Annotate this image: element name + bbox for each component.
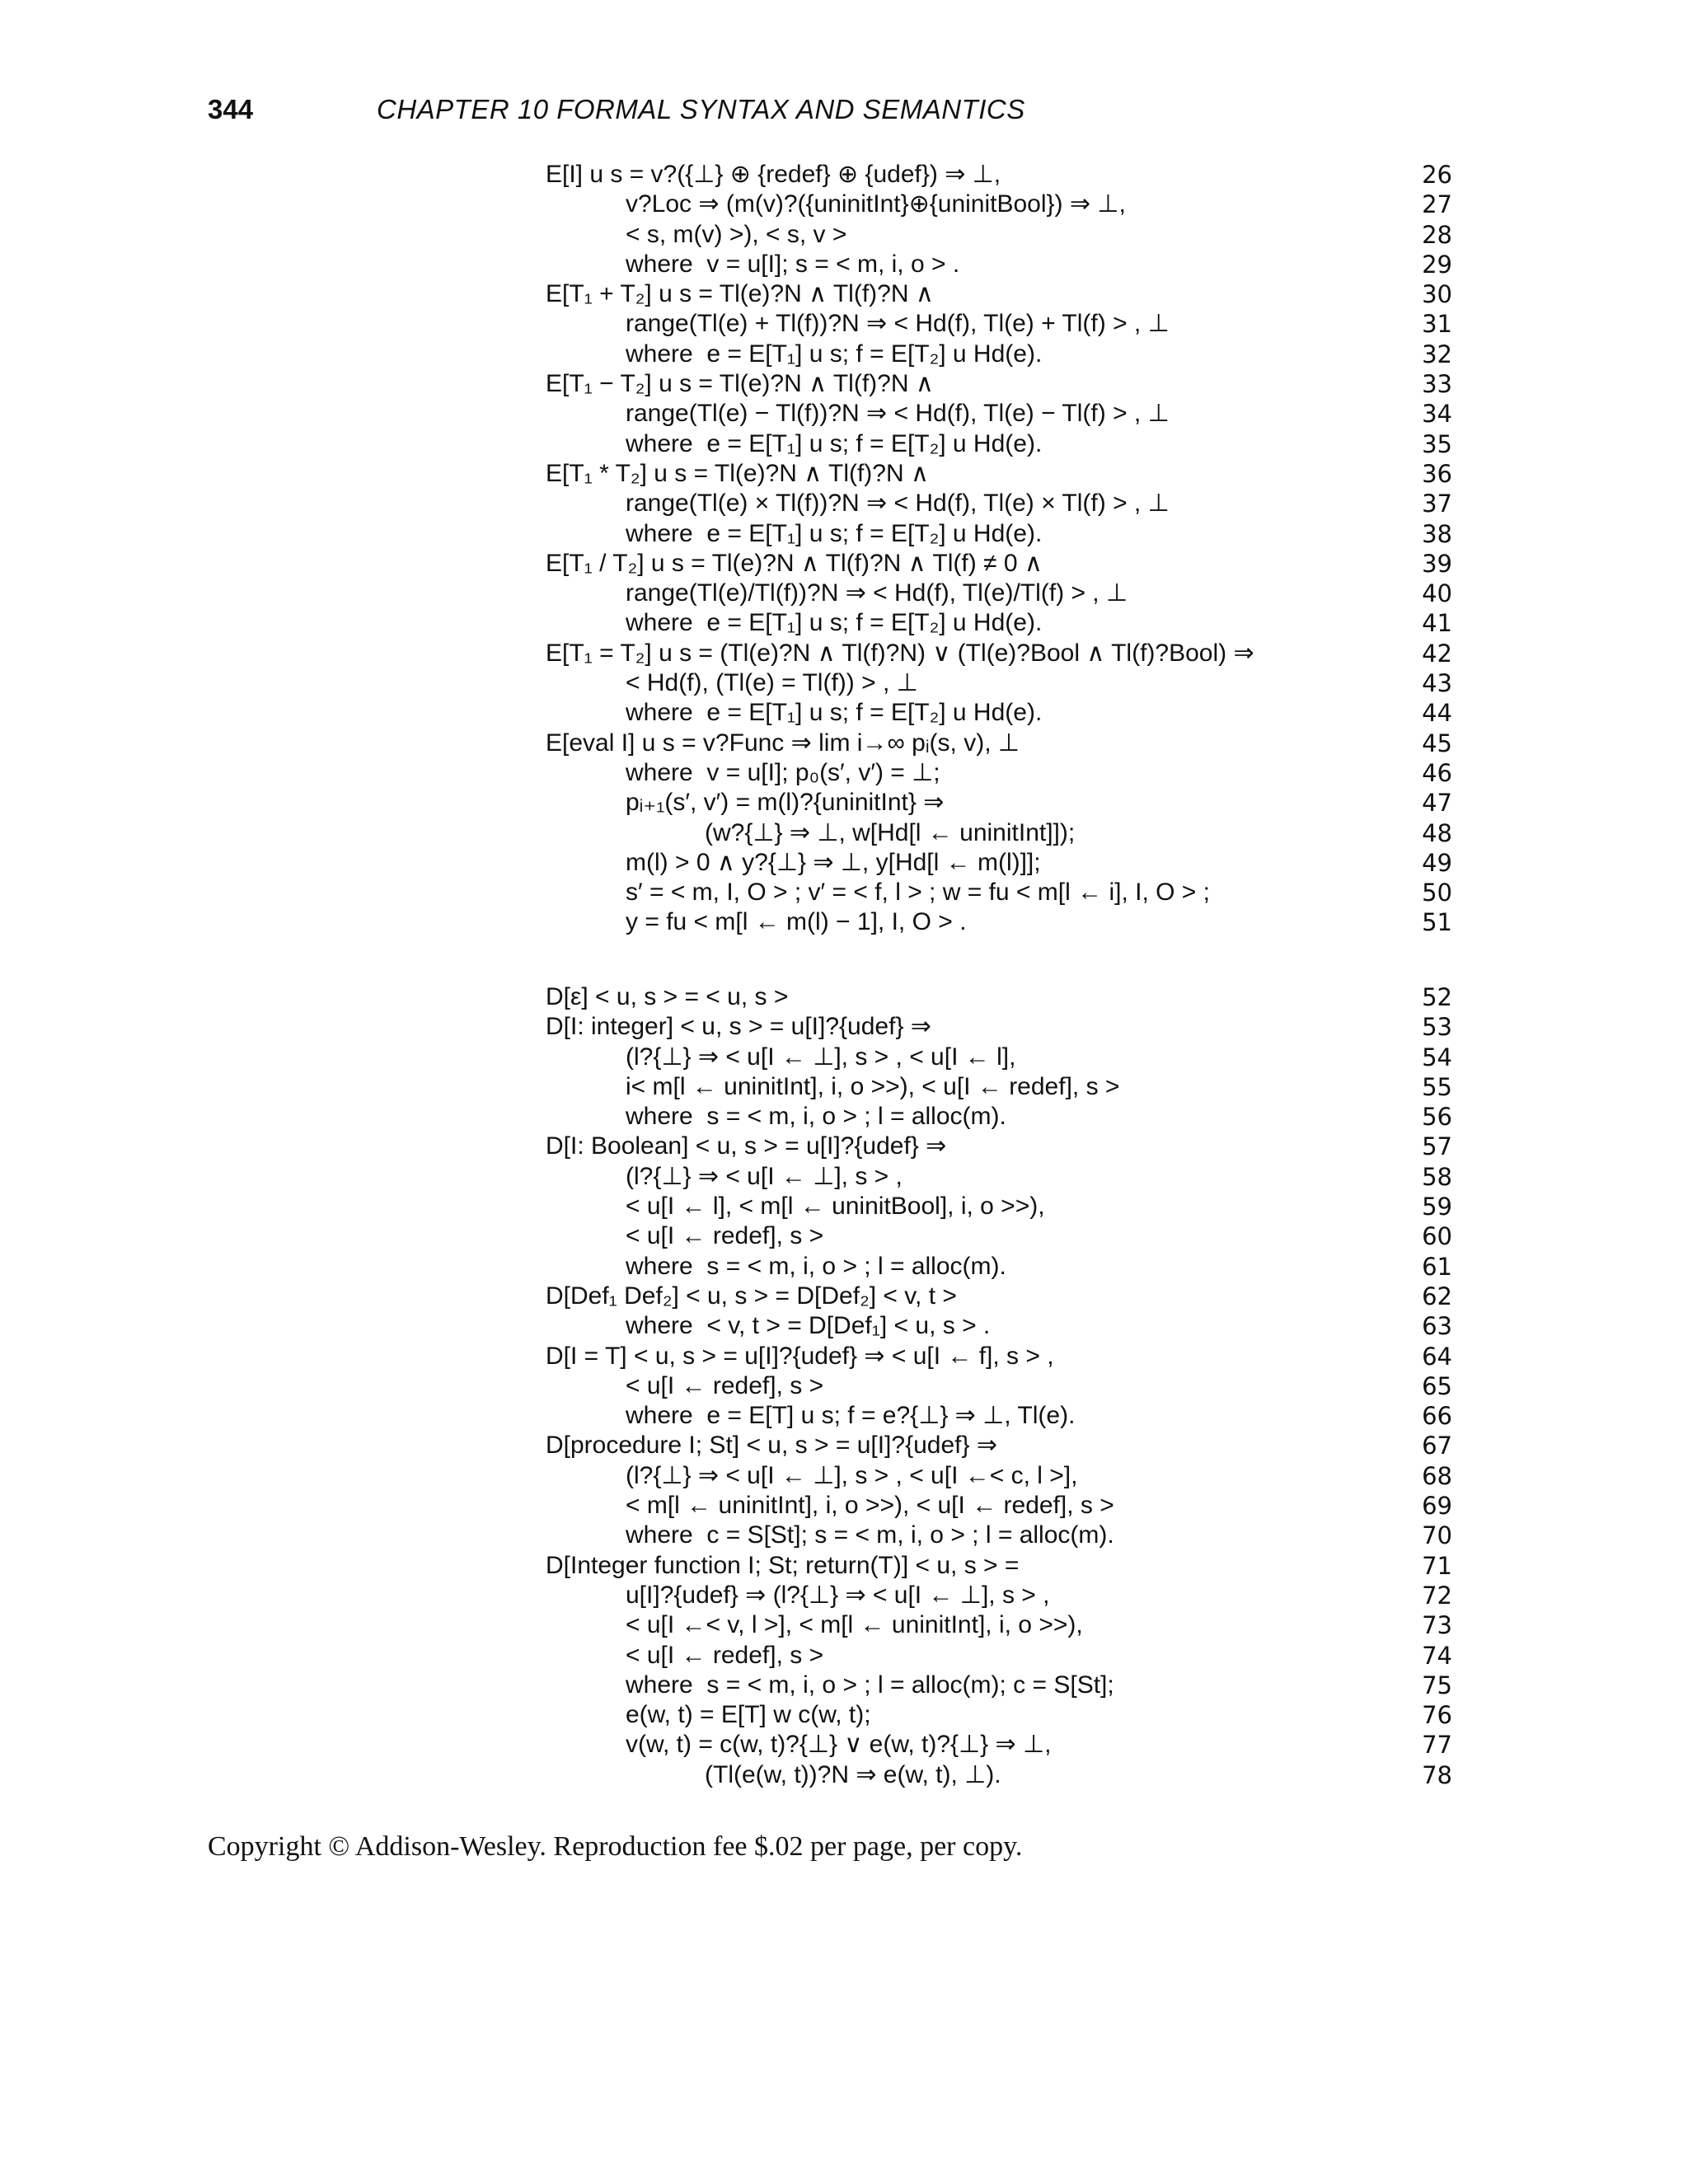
equation-text: D[Def₁ Def₂] < u, s > = D[Def₂] < v, t > <box>546 1282 957 1310</box>
line-number: 56 <box>1422 1103 1452 1132</box>
line-number: 73 <box>1422 1611 1452 1640</box>
copyright-footer: Copyright © Addison-Wesley. Reproduction fee $.02 per page, per copy. <box>208 1831 1023 1862</box>
equation-text: where s = < m, i, o > ; l = alloc(m). <box>626 1252 1006 1280</box>
line-number: 51 <box>1422 908 1452 937</box>
page-number: 344 <box>208 94 254 124</box>
equation-line <box>546 1043 1452 1072</box>
equation-line <box>546 309 1452 339</box>
equation-line <box>546 1521 1452 1550</box>
equation-text: where s = < m, i, o > ; l = alloc(m). <box>626 1103 1006 1131</box>
line-number: 77 <box>1422 1731 1452 1760</box>
equation-line <box>546 1610 1452 1640</box>
equation-line <box>546 459 1452 489</box>
line-number: 78 <box>1422 1760 1452 1789</box>
equation-text: range(Tl(e)/Tl(f))?N ⇒ < Hd(f), Tl(e)/Tl(f) > , ⊥ <box>626 579 1128 607</box>
equation-line <box>546 1730 1452 1760</box>
equation-line <box>546 429 1452 459</box>
line-number: 53 <box>1422 1013 1452 1042</box>
equation-text: (Tl(e(w, t))?N ⇒ e(w, t), ⊥). <box>705 1760 1001 1788</box>
equation-text: (l?{⊥} ⇒ < u[I ← ⊥], s > , < u[I ← l], <box>626 1043 1016 1071</box>
equation-line <box>546 1162 1452 1192</box>
line-number: 41 <box>1422 609 1452 638</box>
equation-text: < u[I ← redef], s > <box>626 1371 824 1399</box>
equation-line <box>546 1311 1452 1341</box>
expression-semantics-block <box>546 160 1452 938</box>
equation-line <box>546 1431 1452 1460</box>
line-number: 47 <box>1422 789 1452 818</box>
equation-line <box>546 220 1452 250</box>
line-number: 54 <box>1422 1043 1452 1071</box>
equation-line <box>546 579 1452 608</box>
equation-line <box>546 848 1452 878</box>
equation-text: where e = E[T₁] u s; f = E[T₂] u Hd(e). <box>626 340 1043 368</box>
equation-line <box>546 1491 1452 1521</box>
line-number: 69 <box>1422 1492 1452 1521</box>
line-number: 35 <box>1422 429 1452 458</box>
equation-text: i< m[l ← uninitInt], i, o >>), < u[I ← redef], s > <box>626 1072 1120 1100</box>
line-number: 50 <box>1422 879 1452 907</box>
equation-text: where < v, t > = D[Def₁] < u, s > . <box>626 1312 991 1340</box>
equation-line <box>546 639 1452 668</box>
equation-text: range(Tl(e) − Tl(f))?N ⇒ < Hd(f), Tl(e) − Tl(f) > , ⊥ <box>626 400 1170 428</box>
equation-line <box>546 698 1452 728</box>
equation-line <box>546 1012 1452 1042</box>
line-number: 70 <box>1422 1521 1452 1550</box>
line-number: 55 <box>1422 1072 1452 1101</box>
equation-line <box>546 1221 1452 1251</box>
equation-text: range(Tl(e) × Tl(f))?N ⇒ < Hd(f), Tl(e) × Tl(f) > , ⊥ <box>626 490 1170 518</box>
line-number: 30 <box>1422 280 1452 309</box>
equation-line <box>546 190 1452 219</box>
equation-line <box>546 340 1452 369</box>
equation-line <box>546 549 1452 579</box>
line-number: 39 <box>1422 549 1452 578</box>
line-number: 26 <box>1422 161 1452 189</box>
equation-text: where e = E[T₁] u s; f = E[T₂] u Hd(e). <box>626 429 1043 457</box>
equation-line <box>546 1132 1452 1161</box>
equation-line <box>546 729 1452 758</box>
equation-line <box>546 1581 1452 1610</box>
equation-line <box>546 160 1452 190</box>
equation-line <box>546 1342 1452 1371</box>
equation-line <box>546 1551 1452 1581</box>
line-number: 57 <box>1422 1132 1452 1161</box>
equation-line <box>546 818 1452 848</box>
equation-line <box>546 982 1452 1012</box>
equation-text: < u[I ← redef], s > <box>626 1222 824 1250</box>
equation-text: where v = u[I]; p₀(s′, v′) = ⊥; <box>626 758 940 786</box>
equation-text: range(Tl(e) + Tl(f))?N ⇒ < Hd(f), Tl(e) + Tl(f) > , ⊥ <box>626 310 1170 338</box>
equation-text: where v = u[I]; s = < m, i, o > . <box>626 250 960 278</box>
equation-line <box>546 1252 1452 1282</box>
line-number: 65 <box>1422 1371 1452 1400</box>
line-number: 28 <box>1422 220 1452 249</box>
equation-text: u[I]?{udef} ⇒ (l?{⊥} ⇒ < u[I ← ⊥], s > , <box>626 1581 1050 1609</box>
declaration-semantics-block <box>546 982 1452 1790</box>
equation-text: < m[l ← uninitInt], i, o >>), < u[I ← redef], s > <box>626 1492 1114 1520</box>
equation-text: where e = E[T₁] u s; f = E[T₂] u Hd(e). <box>626 609 1043 637</box>
line-number: 36 <box>1422 459 1452 488</box>
equation-line <box>546 250 1452 279</box>
line-number: 74 <box>1422 1641 1452 1670</box>
line-number: 34 <box>1422 400 1452 429</box>
equation-line <box>546 1760 1452 1790</box>
line-number: 49 <box>1422 848 1452 877</box>
equation-text: E[T₁ + T₂] u s = Tl(e)?N ∧ Tl(f)?N ∧ <box>546 280 934 308</box>
equation-line <box>546 369 1452 399</box>
equation-line <box>546 399 1452 429</box>
equation-line <box>546 1072 1452 1102</box>
equation-text: where s = < m, i, o > ; l = alloc(m); c = S[St]; <box>626 1671 1114 1699</box>
line-number: 27 <box>1422 190 1452 219</box>
equation-text: D[procedure I; St] < u, s > = u[I]?{udef} ⇒ <box>546 1432 997 1460</box>
line-number: 33 <box>1422 370 1452 399</box>
equation-line <box>546 489 1452 518</box>
equation-line <box>546 1461 1452 1491</box>
line-number: 67 <box>1422 1432 1452 1460</box>
equation-text: E[eval I] u s = v?Func ⇒ lim i→∞ pᵢ(s, v), ⊥ <box>546 729 1020 757</box>
line-number: 37 <box>1422 490 1452 518</box>
line-number: 32 <box>1422 340 1452 368</box>
line-number: 52 <box>1422 983 1452 1011</box>
equation-text: D[I = T] < u, s > = u[I]?{udef} ⇒ < u[I ← f], s > , <box>546 1342 1054 1370</box>
line-number: 45 <box>1422 729 1452 757</box>
line-number: 68 <box>1422 1461 1452 1490</box>
equation-text: < Hd(f), (Tl(e) = Tl(f)) > , ⊥ <box>626 669 918 697</box>
equation-line <box>546 1700 1452 1730</box>
equation-line <box>546 1192 1452 1221</box>
equation-text: v?Loc ⇒ (m(v)?({uninitInt}⊕{uninitBool}) ⇒ ⊥, <box>626 190 1126 218</box>
line-number: 31 <box>1422 310 1452 339</box>
equation-line <box>546 1641 1452 1671</box>
line-number: 60 <box>1422 1222 1452 1251</box>
line-number: 48 <box>1422 818 1452 847</box>
equation-line <box>546 279 1452 309</box>
equation-text: D[I: integer] < u, s > = u[I]?{udef} ⇒ <box>546 1013 931 1041</box>
line-number: 61 <box>1422 1252 1452 1281</box>
line-number: 64 <box>1422 1342 1452 1371</box>
equation-line <box>546 1371 1452 1401</box>
equation-text: E[T₁ / T₂] u s = Tl(e)?N ∧ Tl(f)?N ∧ Tl(f) ≠ 0 ∧ <box>546 549 1043 577</box>
line-number: 43 <box>1422 669 1452 698</box>
equation-text: v(w, t) = c(w, t)?{⊥} ∨ e(w, t)?{⊥} ⇒ ⊥, <box>626 1731 1052 1759</box>
equation-text: E[I] u s = v?({⊥} ⊕ {redef} ⊕ {udef}) ⇒ ⊥, <box>546 161 1001 188</box>
equation-text: E[T₁ = T₂] u s = (Tl(e)?N ∧ Tl(f)?N) ∨ (Tl(e)?Bool ∧ Tl(f)?Bool) ⇒ <box>546 639 1254 667</box>
equation-text: E[T₁ * T₂] u s = Tl(e)?N ∧ Tl(f)?N ∧ <box>546 459 929 487</box>
equation-text: < u[I ← l], < m[l ← uninitBool], i, o >>), <box>626 1193 1045 1221</box>
equation-text: D[ε] < u, s > = < u, s > <box>546 983 789 1010</box>
equation-text: E[T₁ − T₂] u s = Tl(e)?N ∧ Tl(f)?N ∧ <box>546 370 934 398</box>
equation-line <box>546 668 1452 698</box>
equation-text: where e = E[T₁] u s; f = E[T₂] u Hd(e). <box>626 699 1043 727</box>
equation-text: D[I: Boolean] < u, s > = u[I]?{udef} ⇒ <box>546 1132 947 1160</box>
line-number: 58 <box>1422 1162 1452 1191</box>
line-number: 63 <box>1422 1312 1452 1341</box>
equation-line <box>546 1102 1452 1132</box>
equation-text: < u[I ←< v, l >], < m[l ← uninitInt], i, o >>), <box>626 1611 1083 1639</box>
line-number: 76 <box>1422 1701 1452 1730</box>
equation-text: m(l) > 0 ∧ y?{⊥} ⇒ ⊥, y[Hd[l ← m(l)]]; <box>626 848 1041 876</box>
equation-text: (l?{⊥} ⇒ < u[I ← ⊥], s > , <box>626 1162 903 1190</box>
chapter-title: CHAPTER 10 FORMAL SYNTAX AND SEMANTICS <box>377 94 1025 124</box>
equation-text: pᵢ₊₁(s′, v′) = m(l)?{uninitInt} ⇒ <box>626 789 945 817</box>
equation-text: s′ = < m, I, O > ; v′ = < f, l > ; w = fu < m[l ← i], I, O > ; <box>626 879 1210 907</box>
equation-line <box>546 1282 1452 1311</box>
equation-text: (w?{⊥} ⇒ ⊥, w[Hd[l ← uninitInt]]); <box>705 818 1076 846</box>
line-number: 44 <box>1422 699 1452 728</box>
line-number: 59 <box>1422 1193 1452 1221</box>
equation-text: y = fu < m[l ← m(l) − 1], I, O > . <box>626 908 967 936</box>
line-number: 40 <box>1422 579 1452 608</box>
equation-line <box>546 519 1452 549</box>
equation-text: (l?{⊥} ⇒ < u[I ← ⊥], s > , < u[I ←< c, l >], <box>626 1461 1078 1489</box>
equation-line <box>546 608 1452 638</box>
equation-line <box>546 1671 1452 1700</box>
line-number: 42 <box>1422 639 1452 668</box>
equation-line <box>546 758 1452 788</box>
equation-text: where c = S[St]; s = < m, i, o > ; l = alloc(m). <box>626 1521 1114 1549</box>
equation-line <box>546 907 1452 937</box>
line-number: 38 <box>1422 519 1452 548</box>
equation-text: < u[I ← redef], s > <box>626 1641 824 1669</box>
equation-line <box>546 1401 1452 1431</box>
line-number: 46 <box>1422 758 1452 787</box>
equation-text: < s, m(v) >), < s, v > <box>626 220 847 248</box>
line-number: 62 <box>1422 1282 1452 1310</box>
equation-line <box>546 788 1452 818</box>
equation-text: D[Integer function I; St; return(T)] < u, s > = <box>546 1551 1020 1579</box>
line-number: 72 <box>1422 1581 1452 1610</box>
line-number: 75 <box>1422 1671 1452 1699</box>
line-number: 66 <box>1422 1402 1452 1431</box>
page-header <box>208 94 1025 134</box>
equation-text: where e = E[T₁] u s; f = E[T₂] u Hd(e). <box>626 519 1043 547</box>
line-number: 29 <box>1422 250 1452 279</box>
line-number: 71 <box>1422 1551 1452 1580</box>
equation-line <box>546 878 1452 907</box>
equation-text: e(w, t) = E[T] w c(w, t); <box>626 1701 871 1729</box>
equation-text: where e = E[T] u s; f = e?{⊥} ⇒ ⊥, Tl(e). <box>626 1402 1076 1430</box>
